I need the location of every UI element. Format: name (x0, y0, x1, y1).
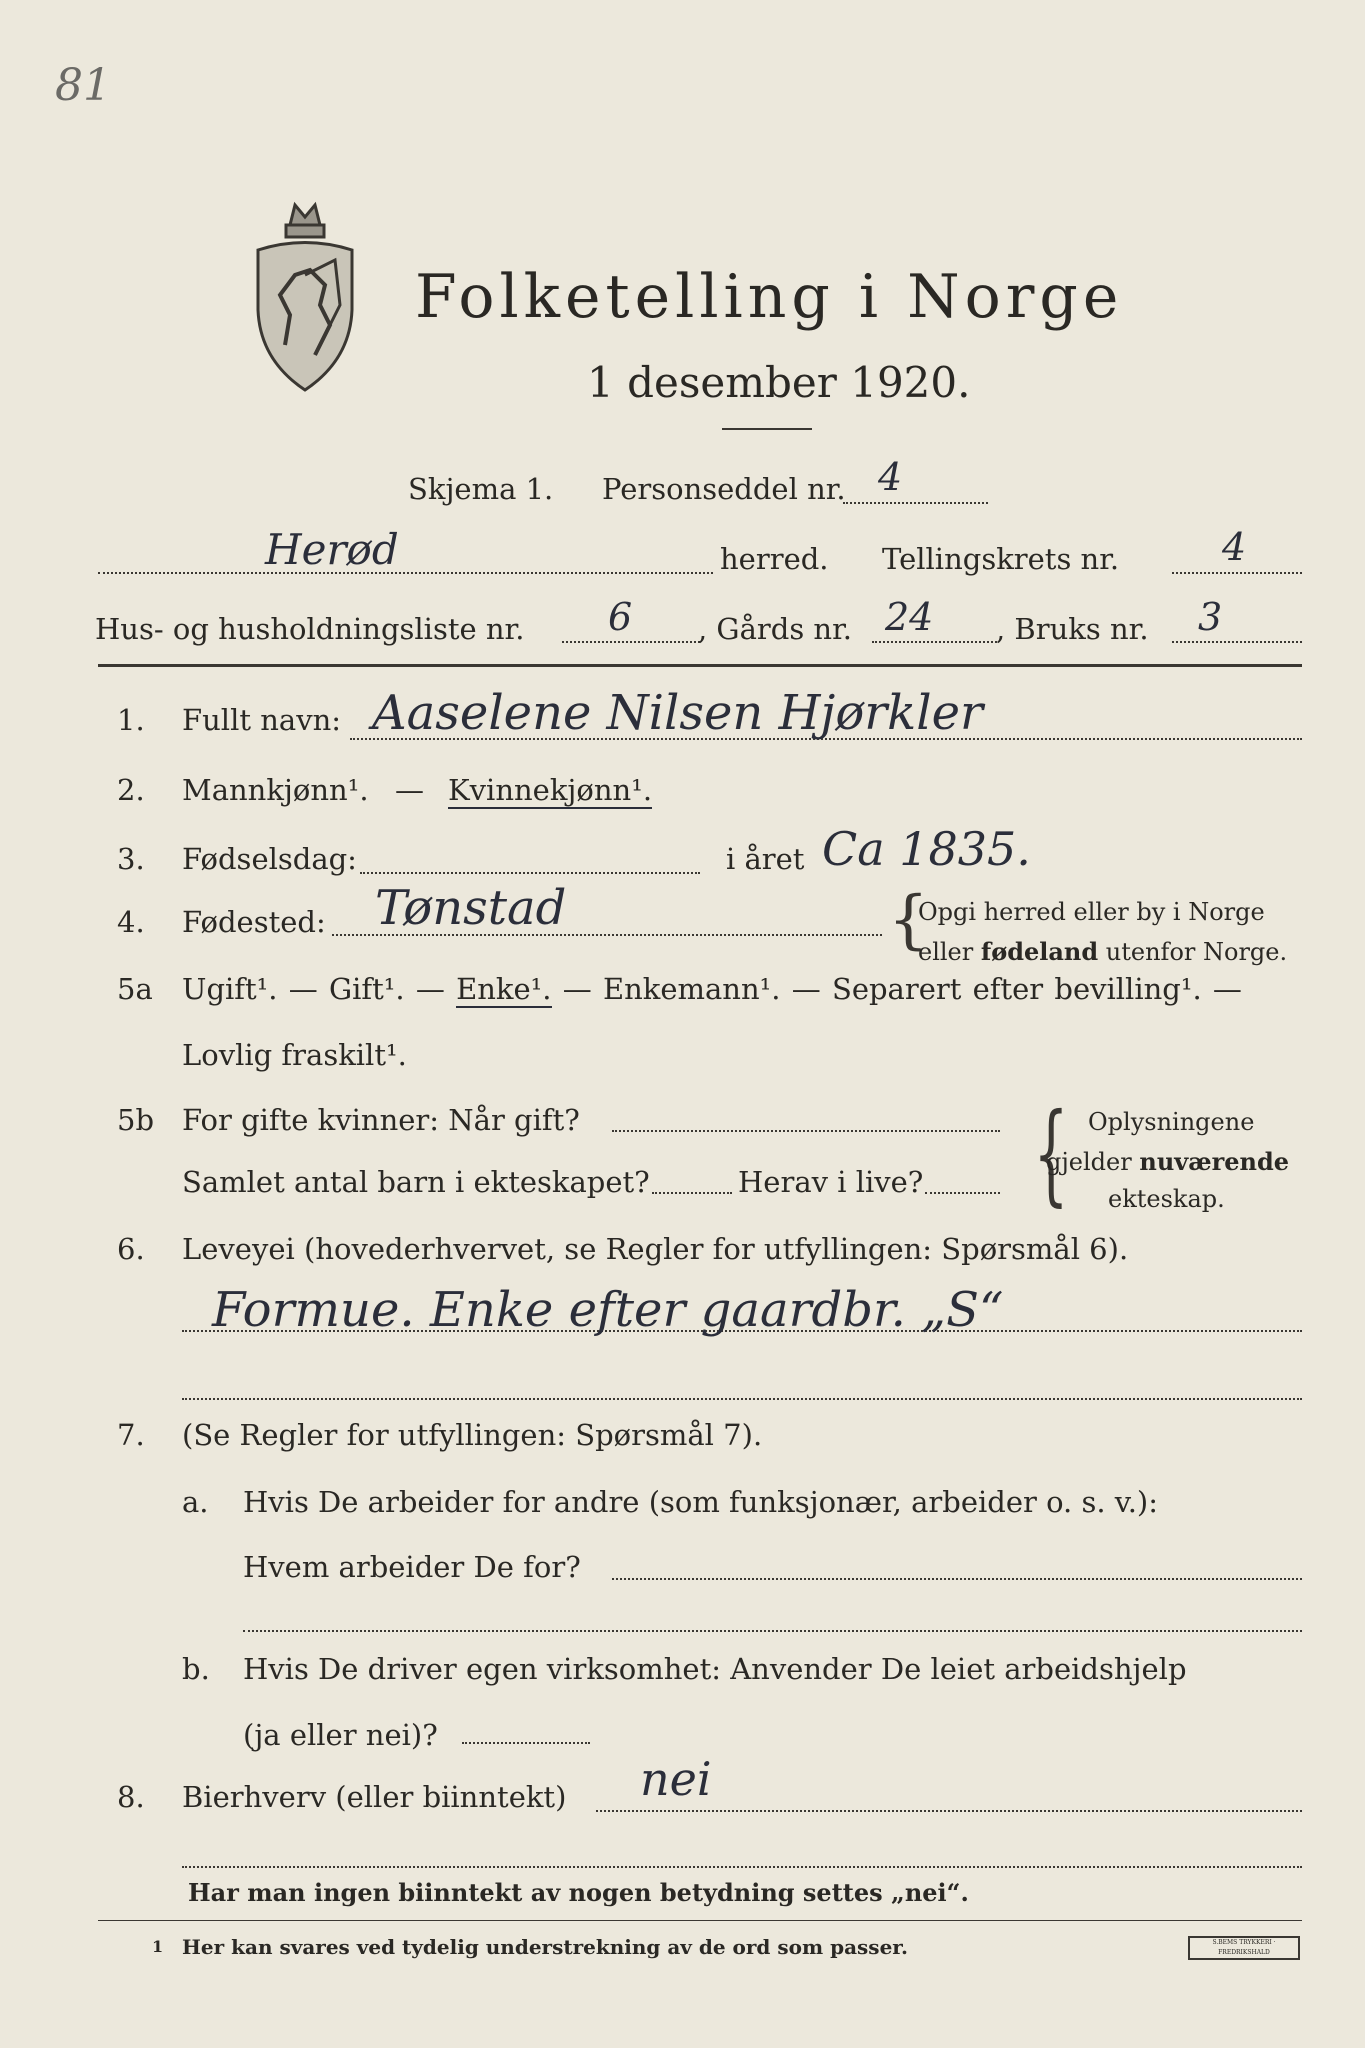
q5a-number: 5a (117, 972, 153, 1006)
q4-note-line2 (918, 937, 1287, 966)
q5b-line2a: Samlet antal barn i ekteskapet? (182, 1165, 650, 1199)
q5a-dash-4: — (791, 972, 821, 1006)
q3-line (360, 872, 700, 874)
tellingskrets-line (1172, 572, 1302, 574)
q5b-line1-dots (612, 1130, 1000, 1132)
title-divider (722, 428, 812, 430)
bruks-value: 3 (1198, 595, 1223, 639)
q5b-note3: ekteskap. (1108, 1185, 1225, 1213)
q5a-dash-3: — (562, 972, 592, 1006)
q8-number: 8. (117, 1780, 145, 1814)
q4-label: Fødested: (182, 905, 326, 939)
q5a-options (182, 972, 1242, 1006)
q7a-text: Hvis De arbeider for andre (som funksjonær, arbeider o. s. v.): (243, 1485, 1159, 1519)
q6-number: 6. (117, 1232, 145, 1266)
q3-number: 3. (117, 842, 145, 876)
q7a-number: a. (182, 1485, 209, 1519)
q5a-dash-2: — (415, 972, 445, 1006)
q3-year-label: i året (726, 842, 805, 876)
q5b-line1: For gifte kvinner: Når gift? (182, 1103, 580, 1137)
gards-line (872, 641, 997, 643)
q7a-line1 (612, 1578, 1302, 1580)
bruks-label: , Bruks nr. (996, 612, 1149, 646)
tellingskrets-label: Tellingskrets nr. (882, 542, 1120, 576)
q6-label: Leveyei (hovederhvervet, se Regler for utfyllingen: Spørsmål 6). (182, 1232, 1129, 1266)
gards-label: , Gårds nr. (698, 612, 852, 646)
q1-label: Fullt navn: (182, 703, 342, 737)
herred-line (98, 572, 713, 574)
q5b-line2b-dots (925, 1192, 1000, 1194)
census-date: 1 desember 1920. (587, 358, 971, 407)
schema-label: Skjema 1. (408, 472, 554, 506)
q2-separator: — (395, 773, 424, 807)
hus-line (562, 641, 700, 643)
q6-occupation: Formue. Enke efter gaardbr. „S“ (212, 1282, 1004, 1338)
q7a-line2 (243, 1630, 1302, 1632)
footnote-number: 1 (152, 1937, 164, 1956)
gards-value: 24 (885, 595, 934, 639)
q5b-note2-bold: nuværende (1139, 1147, 1290, 1176)
personseddel-label: Personseddel nr. (602, 472, 846, 506)
q7-number: 7. (117, 1418, 145, 1452)
q7b-number: b. (182, 1652, 210, 1686)
q5b-line2b: Herav i live? (738, 1165, 924, 1199)
header-rule (98, 664, 1302, 667)
q7b-question: (ja eller nei)? (243, 1718, 438, 1752)
q5b-note2-a: gjelder (1046, 1148, 1132, 1176)
q8-label: Bierhverv (eller biinntekt) (182, 1780, 567, 1814)
q5b-line2a-dots (652, 1192, 732, 1194)
q5b-note2 (1046, 1147, 1289, 1176)
margin-note: 81 (55, 60, 111, 111)
tellingskrets-value: 4 (1222, 525, 1247, 569)
q8-value: nei (640, 1752, 712, 1806)
q5a-ugift: Ugift¹. (182, 972, 278, 1006)
hus-value: 6 (608, 595, 633, 639)
page-title: Folketelling i Norge (415, 262, 1124, 332)
q4-brace: { (888, 883, 929, 957)
q2-female-underlined: Kvinnekjønn¹. (448, 773, 653, 807)
q7a-question: Hvem arbeider De for? (243, 1550, 581, 1584)
q6-line2 (182, 1398, 1302, 1400)
norwegian-coat-of-arms-icon (250, 195, 360, 395)
footer-note: Har man ingen biinntekt av nogen betydning settes „nei“. (188, 1878, 969, 1907)
q8-line1 (596, 1810, 1302, 1812)
printer-mark: S.BEMS TRYKKERI · FREDRIKSHALD (1188, 1936, 1300, 1960)
q5a-enke-underlined: Enke¹. (456, 972, 552, 1006)
bruks-line (1172, 641, 1302, 643)
q5a-dash-5: — (1212, 972, 1242, 1006)
q4-note-line2-a: eller (918, 938, 974, 966)
q5b-brace: { (1033, 1089, 1069, 1217)
q4-birthplace: Tønstad (375, 880, 567, 936)
q5b-number: 5b (117, 1103, 155, 1137)
q5b-note1: Oplysningene (1088, 1108, 1255, 1136)
hus-label: Hus- og husholdningsliste nr. (95, 612, 525, 646)
q1-full-name: Aaselene Nilsen Hjørkler (372, 685, 983, 741)
q5a-enkemann: Enkemann¹. (602, 972, 781, 1006)
q4-number: 4. (117, 905, 145, 939)
q1-number: 1. (117, 703, 145, 737)
q5a-gift: Gift¹. (328, 972, 405, 1006)
footnote-text: Her kan svares ved tydelig understrekning av de ord som passer. (182, 1935, 908, 1959)
q3-year-value: Ca 1835. (822, 822, 1031, 876)
herred-label: herred. (720, 542, 829, 576)
q2-male: Mannkjønn¹. (182, 773, 369, 807)
footer-rule (98, 1920, 1302, 1921)
q4-note-line2-b: utenfor Norge. (1105, 938, 1288, 966)
q8-line2 (182, 1866, 1302, 1868)
herred-value: Herød (265, 525, 399, 574)
personseddel-line (843, 502, 988, 504)
q5a-separert: Separert efter bevilling¹. (831, 972, 1202, 1006)
q7b-text: Hvis De driver egen virksomhet: Anvender De leiet arbeidshjelp (243, 1652, 1187, 1686)
q4-note-line1: Opgi herred eller by i Norge (918, 898, 1265, 926)
q7-label: (Se Regler for utfyllingen: Spørsmål 7). (182, 1418, 763, 1452)
personseddel-value: 4 (878, 455, 903, 499)
q7b-line (462, 1742, 590, 1744)
q5a-dash-1: — (288, 972, 318, 1006)
q3-label: Fødselsdag: (182, 842, 357, 876)
q4-note-line2-bold: fødeland (980, 937, 1099, 966)
q5a-fraskilt: Lovlig fraskilt¹. (182, 1038, 407, 1072)
q2-number: 2. (117, 773, 145, 807)
